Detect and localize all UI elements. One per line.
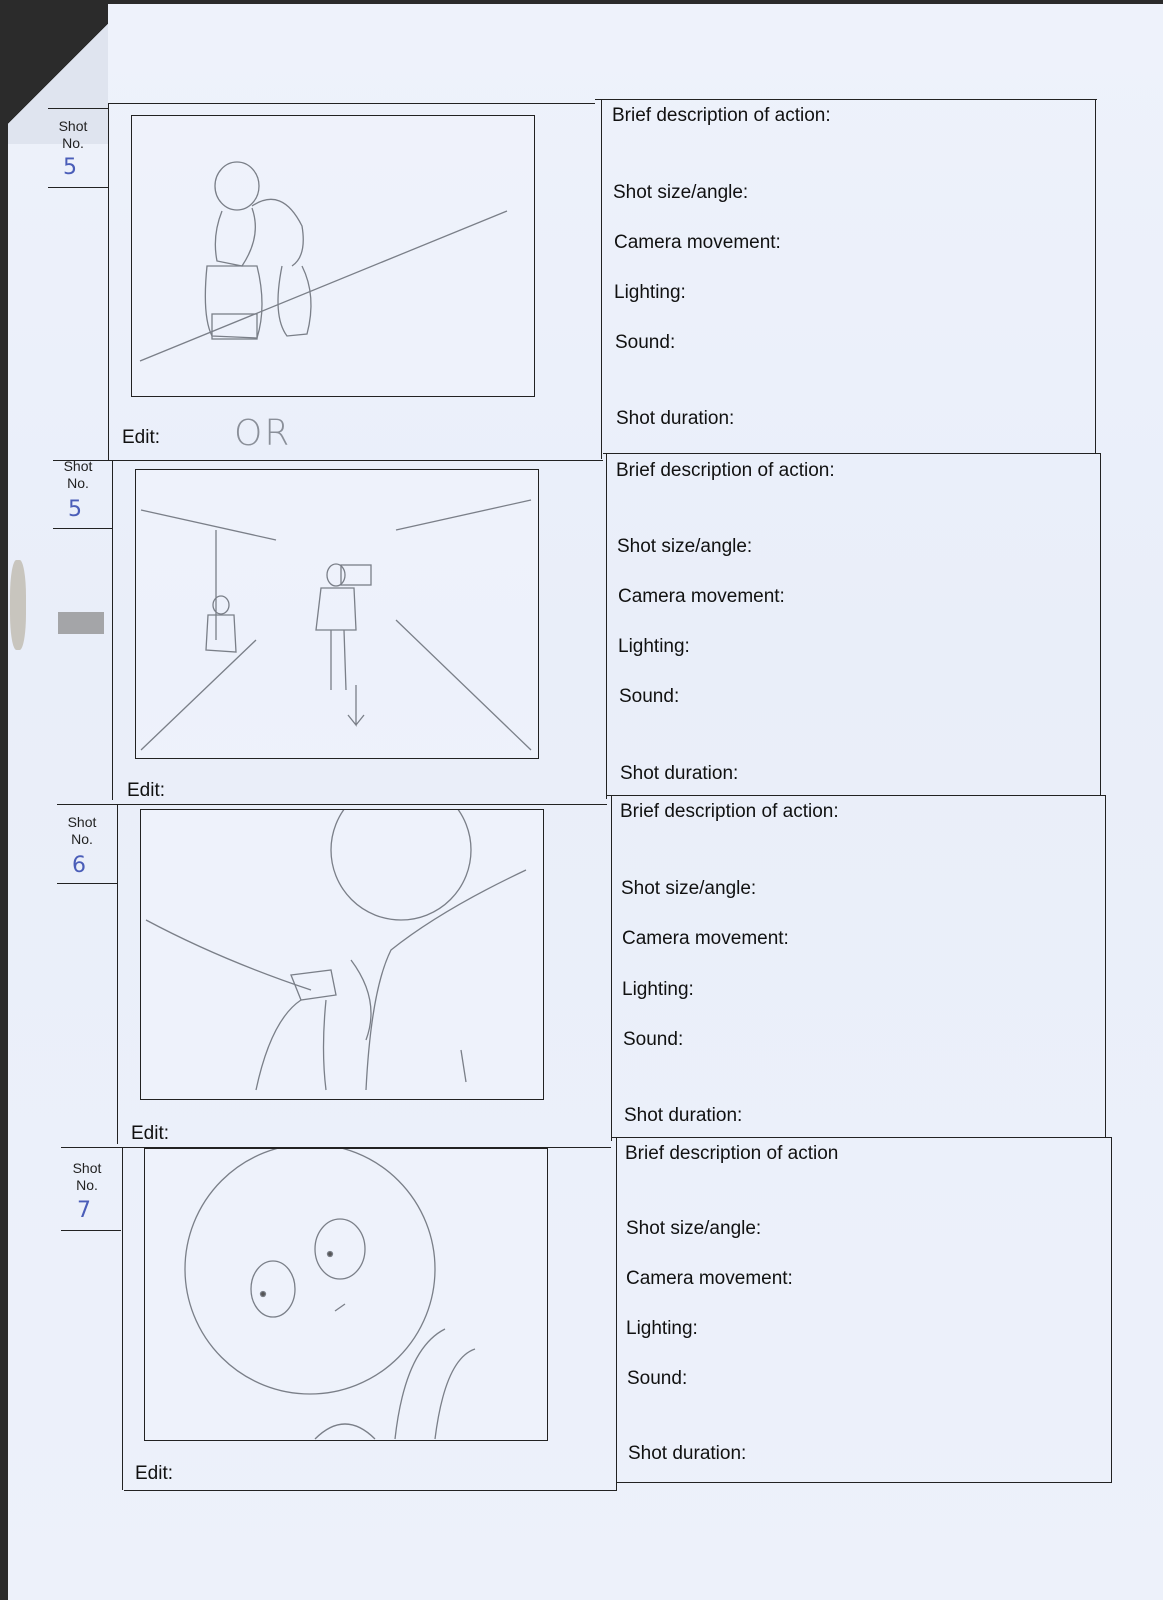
paper-stain [10, 560, 26, 650]
handwritten-note: OR [234, 413, 292, 454]
field-camera-movement: Camera movement: [626, 1268, 793, 1289]
shot-number-value: 5 [63, 155, 77, 180]
edit-label: Edit: [127, 780, 166, 801]
shot-number-value: 5 [68, 497, 82, 522]
field-shot-size: Shot size/angle: [626, 1218, 762, 1239]
sketch-frame [131, 115, 535, 397]
shot-number-label: Shot No. [63, 458, 93, 491]
pencil-sketch [136, 470, 538, 758]
field-lighting: Lighting: [622, 979, 694, 1000]
field-sound: Sound: [615, 332, 676, 353]
sketch-frame [135, 469, 539, 759]
pencil-sketch [132, 116, 534, 396]
field-shot-size: Shot size/angle: [621, 878, 757, 899]
field-shot-size: Shot size/angle: [613, 182, 749, 203]
pencil-sketch [141, 810, 543, 1099]
field-camera-movement: Camera movement: [614, 232, 781, 253]
field-camera-movement: Camera movement: [618, 586, 785, 607]
field-description: Brief description of action: [616, 460, 835, 481]
shot-number-label: Shot No. [58, 118, 88, 151]
pencil-smudge [58, 612, 104, 634]
pencil-sketch [145, 1149, 547, 1440]
shot-number-label: Shot No. [67, 814, 97, 847]
field-shot-duration: Shot duration: [616, 408, 735, 429]
shot-number-value: 7 [77, 1198, 91, 1223]
field-lighting: Lighting: [614, 282, 686, 303]
field-shot-duration: Shot duration: [620, 763, 739, 784]
field-shot-duration: Shot duration: [628, 1443, 747, 1464]
sketch-frame [144, 1148, 548, 1441]
field-lighting: Lighting: [618, 636, 690, 657]
field-sound: Sound: [623, 1029, 684, 1050]
shot-number-value: 6 [72, 853, 86, 878]
field-description: Brief description of action [625, 1143, 839, 1164]
field-shot-duration: Shot duration: [624, 1105, 743, 1126]
field-camera-movement: Camera movement: [622, 928, 789, 949]
shot-number-label: Shot No. [72, 1160, 102, 1193]
field-sound: Sound: [619, 686, 680, 707]
edit-label: Edit: [131, 1123, 170, 1144]
edit-label: Edit: [122, 427, 161, 448]
edit-label: Edit: [135, 1463, 174, 1484]
field-description: Brief description of action: [612, 105, 831, 126]
field-lighting: Lighting: [626, 1318, 698, 1339]
field-description: Brief description of action: [620, 801, 839, 822]
field-sound: Sound: [627, 1368, 688, 1389]
sketch-frame [140, 809, 544, 1100]
field-shot-size: Shot size/angle: [617, 536, 753, 557]
